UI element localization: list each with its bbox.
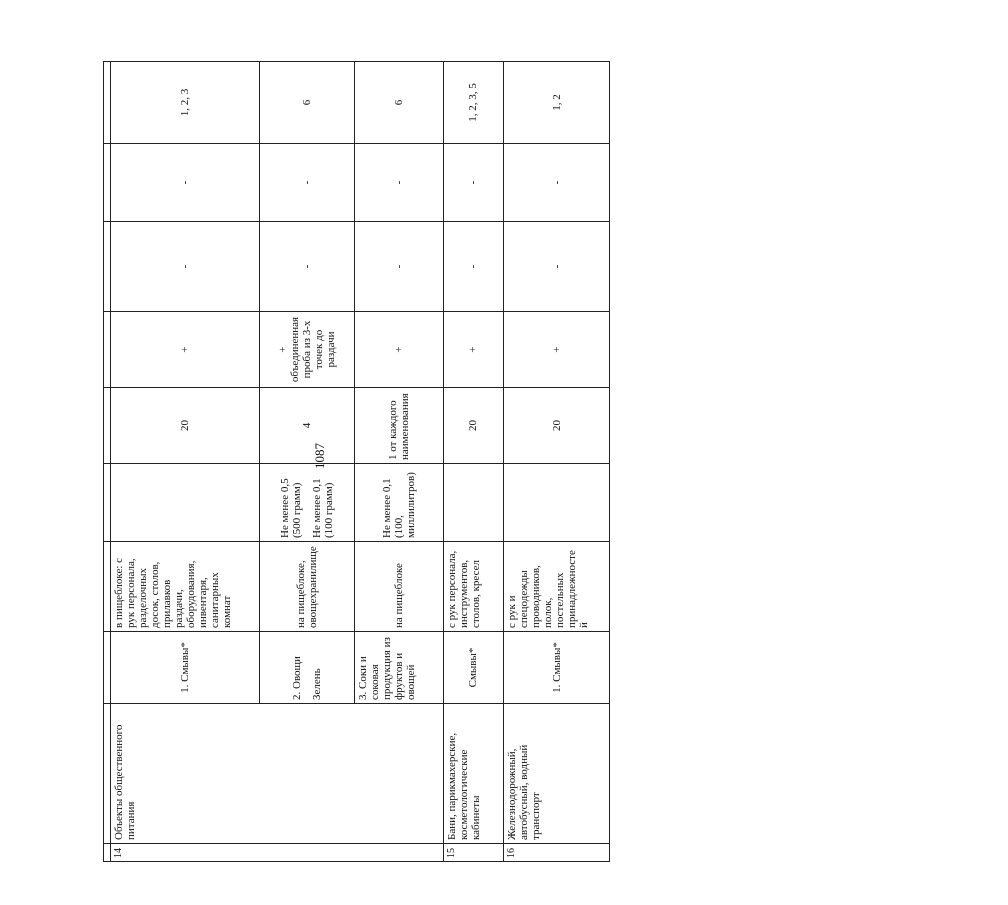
- plus-mark: +: [354, 312, 443, 388]
- sampling-location: в пищеблоке: с рук персонала, разделочных досок, столов, прилавков раздачи, оборудования, инвентаря, санитарных комнат: [111, 542, 260, 632]
- sample-mass-greens: Не менее 0,1 (100 грамм): [311, 478, 336, 538]
- plus-mark: +: [111, 312, 260, 388]
- indicator-list: 6: [354, 62, 443, 144]
- sample-count: 20: [443, 388, 503, 464]
- sampling-location: на пищеблоке, овощехранилище: [260, 542, 355, 632]
- plus-cell: [260, 312, 355, 388]
- dash-mark: -: [504, 144, 610, 222]
- sample-type: Смывы*: [443, 632, 503, 704]
- indicator-list: 1, 2, 3: [111, 62, 260, 144]
- sampling-location: с рук и спецодежды проводников, полок, постельных принадлежностей: [504, 542, 610, 632]
- dash-mark: -: [443, 222, 503, 312]
- object-name: Бани, парикмахерские, косметологические кабинеты: [443, 704, 503, 844]
- sanitary-sampling-table: [103, 61, 610, 862]
- row-number: 15: [443, 844, 503, 862]
- sample-type-greens: Зелень: [311, 668, 324, 700]
- row-number: 16: [504, 844, 610, 862]
- plus-mark: +: [277, 346, 290, 353]
- dash-mark: -: [354, 222, 443, 312]
- row-number: 14: [111, 844, 444, 862]
- sampling-location: на пищеблоке: [354, 542, 443, 632]
- dash-mark: -: [260, 144, 355, 222]
- sample-type: 3. Соки и соковая продукция из фруктов и овощей: [354, 632, 443, 704]
- sample-count: 4: [260, 388, 355, 464]
- sample-count: 20: [111, 388, 260, 464]
- table-top-row: [104, 62, 111, 862]
- table-container: [103, 62, 1008, 858]
- sample-count: 20: [504, 388, 610, 464]
- sample-type: 1. Смывы*: [111, 632, 260, 704]
- plus-mark: +: [504, 312, 610, 388]
- indicator-list: 1, 2: [504, 62, 610, 144]
- dash-mark: -: [354, 144, 443, 222]
- sample-type-vegetables: 2. Овощи: [291, 656, 304, 700]
- indicator-list: 1, 2, 3, 5: [443, 62, 503, 144]
- dash-mark: -: [111, 222, 260, 312]
- sample-mass: Не менее 0,1 (100, миллилитров): [354, 464, 443, 542]
- dash-mark: -: [443, 144, 503, 222]
- dash-mark: -: [504, 222, 610, 312]
- sample-type: 1. Смывы*: [504, 632, 610, 704]
- dash-mark: -: [260, 222, 355, 312]
- table-row-14-1: [111, 62, 260, 862]
- table-row-16: [504, 62, 610, 862]
- rotated-table: [103, 62, 610, 862]
- sample-mass: [260, 464, 355, 542]
- sampling-location: с рук персонала, инструментов, столов, кресел: [443, 542, 503, 632]
- plus-mark: +: [443, 312, 503, 388]
- object-name: Железнодорожный, автобусный, водный транспорт: [504, 704, 610, 844]
- plus-note: объединенная проба из 3-х точек до раздачи: [289, 316, 338, 383]
- dash-mark: -: [111, 144, 260, 222]
- table-row-15: [443, 62, 503, 862]
- sample-mass-vegetables: Не менее 0,5 (500 грамм): [279, 478, 304, 538]
- sample-count: 1 от каждого наименования: [354, 388, 443, 464]
- sample-type: [260, 632, 355, 704]
- object-name: Объекты общественного питания: [111, 704, 444, 844]
- page-number: 1087: [312, 443, 327, 469]
- indicator-list: 6: [260, 62, 355, 144]
